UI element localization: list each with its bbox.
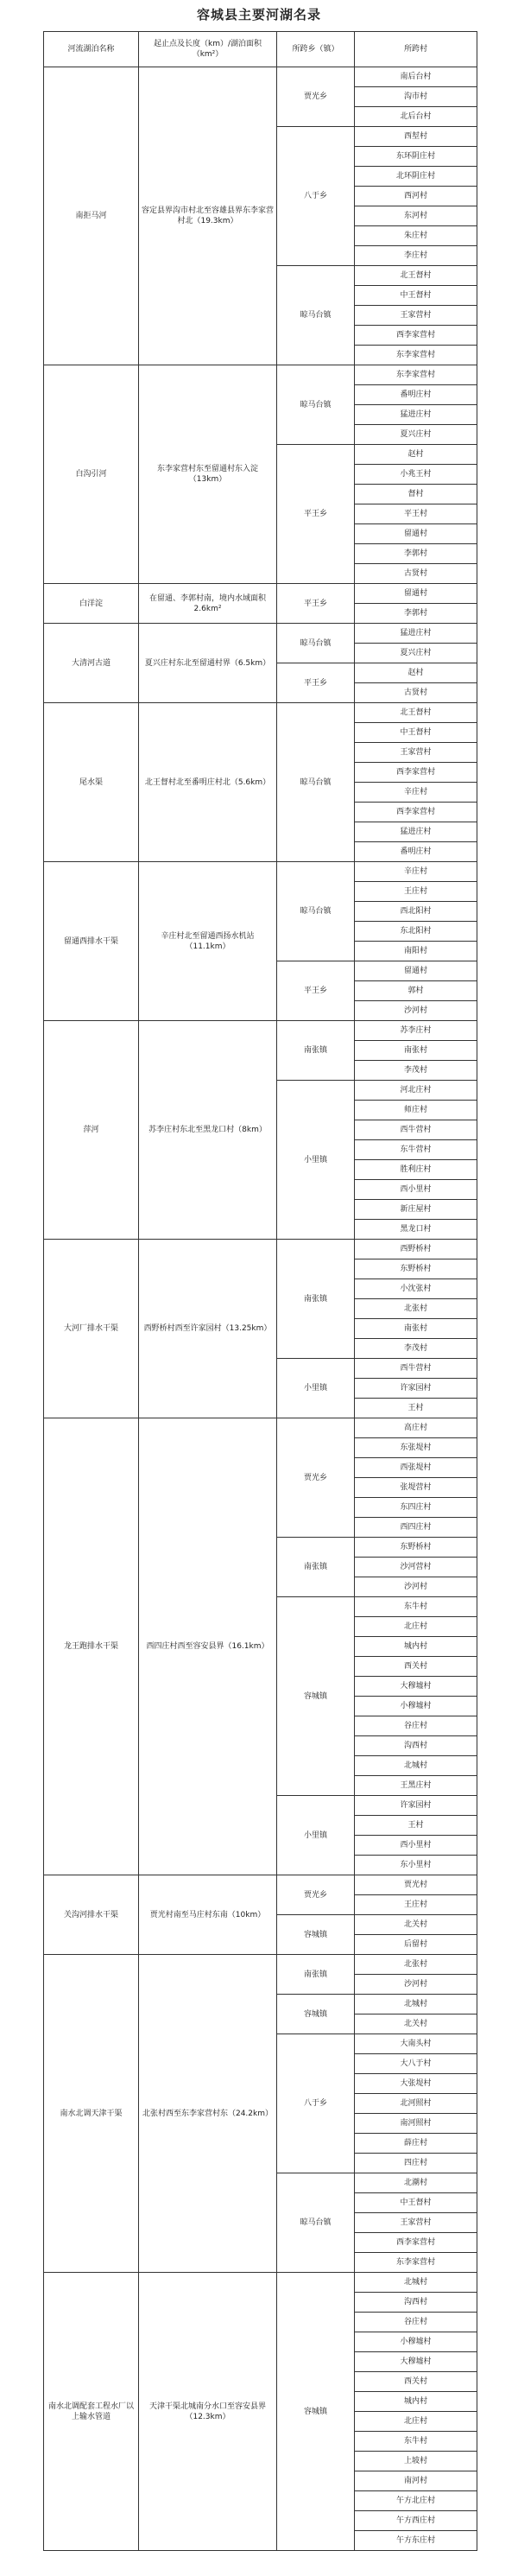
town-name: 容城镇	[277, 1995, 355, 2034]
village-name: 东河村	[355, 206, 477, 226]
village-name: 西李家营村	[355, 803, 477, 822]
village-name: 西河村	[355, 187, 477, 206]
river-extent: 辛庄村北至留通西扬水机站（11.1km）	[139, 862, 277, 1021]
town-name: 小里镇	[277, 1081, 355, 1240]
village-name: 西北阳村	[355, 902, 477, 922]
village-name: 许家园村	[355, 1796, 477, 1816]
village-name: 朱庄村	[355, 226, 477, 246]
village-name: 西堼村	[355, 127, 477, 147]
village-name: 西李家营村	[355, 763, 477, 783]
town-name: 南张镇	[277, 1240, 355, 1359]
river-name: 萍河	[44, 1021, 139, 1240]
table-row	[44, 1418, 477, 1438]
table-row	[44, 584, 477, 604]
village-name: 北城村	[355, 1995, 477, 2014]
town-name: 晾马台镇	[277, 862, 355, 961]
village-name: 沙河营村	[355, 1558, 477, 1577]
village-name: 北河照村	[355, 2094, 477, 2114]
village-name: 猛进庄村	[355, 822, 477, 842]
village-name: 中王督村	[355, 723, 477, 743]
village-name: 王村	[355, 1399, 477, 1418]
village-name: 小沈张村	[355, 1279, 477, 1299]
river-extent: 贾光村南至马庄村东南（10km）	[139, 1875, 277, 1955]
village-name: 午方北庄村	[355, 2491, 477, 2511]
village-name: 黑龙口村	[355, 1220, 477, 1240]
village-name: 南阳村	[355, 942, 477, 961]
village-name: 后留村	[355, 1935, 477, 1955]
village-name: 赵村	[355, 445, 477, 465]
river-extent: 北王督村北至番明庄村北（5.6km）	[139, 703, 277, 862]
village-name: 留通村	[355, 584, 477, 604]
river-name: 留通西排水干渠	[44, 862, 139, 1021]
village-name: 李郭村	[355, 604, 477, 624]
village-name: 王庄村	[355, 1895, 477, 1915]
town-name: 平王乡	[277, 445, 355, 584]
river-name: 大清河古道	[44, 624, 139, 703]
village-name: 胜利庄村	[355, 1160, 477, 1180]
village-name: 城内村	[355, 2392, 477, 2412]
table-row	[44, 1875, 477, 1895]
village-name: 夏兴庄村	[355, 644, 477, 663]
river-extent: 苏李庄村东北至黑龙口村（8km）	[139, 1021, 277, 1240]
river-extent: 东李家营村东至留通村东入淀（13km）	[139, 365, 277, 584]
village-name: 师庄村	[355, 1101, 477, 1120]
village-name: 沙河村	[355, 1001, 477, 1021]
river-name: 南水北调天津干渠	[44, 1955, 139, 2273]
village-name: 王庄村	[355, 882, 477, 902]
river-name: 龙王跑排水干渠	[44, 1418, 139, 1875]
village-name: 沟西村	[355, 1736, 477, 1756]
town-name: 八于乡	[277, 2034, 355, 2173]
village-name: 北后台村	[355, 107, 477, 127]
header-towns: 所跨乡（镇）	[277, 32, 355, 67]
village-name: 南河村	[355, 2471, 477, 2491]
village-name: 沙河村	[355, 1577, 477, 1597]
river-name: 白沟引河	[44, 365, 139, 584]
village-name: 许家园村	[355, 1379, 477, 1399]
village-name: 东张堤村	[355, 1438, 477, 1458]
header-villages: 所跨村	[355, 32, 477, 67]
village-name: 大穆墟村	[355, 2352, 477, 2372]
village-name: 督村	[355, 485, 477, 504]
town-name: 小里镇	[277, 1359, 355, 1418]
town-name: 晾马台镇	[277, 365, 355, 445]
river-name: 南拒马河	[44, 67, 139, 365]
village-name: 李郭村	[355, 544, 477, 564]
town-name: 晾马台镇	[277, 2173, 355, 2273]
village-name: 东牛村	[355, 1597, 477, 1617]
village-name: 谷庄村	[355, 2313, 477, 2332]
village-name: 午方东庄村	[355, 2531, 477, 2551]
village-name: 苏李庄村	[355, 1021, 477, 1041]
village-name: 李庄村	[355, 246, 477, 266]
village-name: 王黑庄村	[355, 1776, 477, 1796]
header-river-name: 河流湖泊名称	[44, 32, 139, 67]
table-row	[44, 624, 477, 644]
village-name: 北张村	[355, 1299, 477, 1319]
village-name: 沙河村	[355, 1975, 477, 1995]
village-name: 西小里村	[355, 1180, 477, 1200]
village-name: 南河照村	[355, 2114, 477, 2134]
village-name: 猛进庄村	[355, 405, 477, 425]
village-name: 四庄村	[355, 2154, 477, 2173]
village-name: 东牛村	[355, 2432, 477, 2452]
village-name: 谷庄村	[355, 1716, 477, 1736]
header-row	[44, 32, 477, 67]
village-name: 王家营村	[355, 2213, 477, 2233]
village-name: 王家营村	[355, 743, 477, 763]
village-name: 东四庄村	[355, 1498, 477, 1518]
village-name: 西李家营村	[355, 326, 477, 346]
town-name: 平王乡	[277, 584, 355, 624]
village-name: 城内村	[355, 1637, 477, 1657]
village-name: 小穆墟村	[355, 2332, 477, 2352]
village-name: 辛庄村	[355, 862, 477, 882]
village-name: 大张堤村	[355, 2074, 477, 2094]
village-name: 东李家营村	[355, 2253, 477, 2273]
village-name: 东李家营村	[355, 346, 477, 365]
table-row	[44, 703, 477, 723]
town-name: 南张镇	[277, 1021, 355, 1081]
village-name: 古贤村	[355, 564, 477, 584]
river-name: 白洋淀	[44, 584, 139, 624]
village-name: 高庄村	[355, 1418, 477, 1438]
village-name: 大八于村	[355, 2054, 477, 2074]
village-name: 西张堤村	[355, 1458, 477, 1478]
village-name: 西野桥村	[355, 1240, 477, 1259]
river-name: 关沟河排水干渠	[44, 1875, 139, 1955]
table-row	[44, 365, 477, 385]
table-body	[44, 67, 477, 2551]
village-name: 小兆王村	[355, 465, 477, 485]
village-name: 西牛营村	[355, 1359, 477, 1379]
town-name: 小里镇	[277, 1796, 355, 1875]
table-row	[44, 862, 477, 882]
village-name: 北庄村	[355, 1617, 477, 1637]
village-name: 南张村	[355, 1041, 477, 1061]
village-name: 贾光村	[355, 1875, 477, 1895]
village-name: 南张村	[355, 1319, 477, 1339]
village-name: 王村	[355, 1816, 477, 1836]
village-name: 南后台村	[355, 67, 477, 87]
village-name: 北城村	[355, 2273, 477, 2293]
village-name: 北王督村	[355, 266, 477, 286]
river-extent: 夏兴庄村东北至留通村界（6.5km）	[139, 624, 277, 703]
river-lake-table	[43, 31, 477, 2551]
village-name: 午方西庄村	[355, 2511, 477, 2531]
town-name: 贾光乡	[277, 1418, 355, 1538]
village-name: 小穆墟村	[355, 1697, 477, 1716]
village-name: 东小里村	[355, 1856, 477, 1875]
town-name: 贾光乡	[277, 1875, 355, 1915]
village-name: 大南头村	[355, 2034, 477, 2054]
town-name: 晾马台镇	[277, 624, 355, 663]
village-name: 北城村	[355, 1756, 477, 1776]
village-name: 留通村	[355, 961, 477, 981]
village-name: 北关村	[355, 2014, 477, 2034]
village-name: 东环阴庄村	[355, 147, 477, 167]
river-name: 尾水渠	[44, 703, 139, 862]
village-name: 王家营村	[355, 306, 477, 326]
village-name: 河北庄村	[355, 1081, 477, 1101]
table-row	[44, 67, 477, 87]
village-name: 中王督村	[355, 2193, 477, 2213]
village-name: 西牛营村	[355, 1120, 477, 1140]
village-name: 李茂村	[355, 1339, 477, 1359]
village-name: 东李家营村	[355, 365, 477, 385]
village-name: 猛进庄村	[355, 624, 477, 644]
village-name: 西四庄村	[355, 1518, 477, 1538]
village-name: 薛庄村	[355, 2134, 477, 2154]
town-name: 容城镇	[277, 1597, 355, 1796]
town-name: 八于乡	[277, 127, 355, 266]
river-extent: 北张村西至东李家营村东（24.2km）	[139, 1955, 277, 2273]
village-name: 大穆墟村	[355, 1677, 477, 1697]
village-name: 西关村	[355, 2372, 477, 2392]
table-row	[44, 1021, 477, 1041]
town-name: 南张镇	[277, 1538, 355, 1597]
village-name: 北张村	[355, 1955, 477, 1975]
village-name: 中王督村	[355, 286, 477, 306]
village-name: 番明庄村	[355, 385, 477, 405]
village-name: 夏兴庄村	[355, 425, 477, 445]
village-name: 留通村	[355, 524, 477, 544]
town-name: 平王乡	[277, 961, 355, 1021]
table-row	[44, 2273, 477, 2293]
town-name: 晾马台镇	[277, 266, 355, 365]
village-name: 北庄村	[355, 2412, 477, 2432]
river-extent: 西野桥村西至许家园村（13.25km）	[139, 1240, 277, 1418]
village-name: 张堤营村	[355, 1478, 477, 1498]
river-extent: 西四庄村西至容安县界（16.1km）	[139, 1418, 277, 1875]
village-name: 新庄屋村	[355, 1200, 477, 1220]
village-name: 李茂村	[355, 1061, 477, 1081]
village-name: 西关村	[355, 1657, 477, 1677]
village-name: 西小里村	[355, 1836, 477, 1856]
table-row	[44, 1240, 477, 1259]
town-name: 南张镇	[277, 1955, 355, 1995]
town-name: 容城镇	[277, 1915, 355, 1955]
village-name: 上坡村	[355, 2452, 477, 2471]
village-name: 古贤村	[355, 683, 477, 703]
river-extent: 在留通、李郭村南，境内水域面积2.6km²	[139, 584, 277, 624]
river-name: 南水北调配套工程水厂以上输水管道	[44, 2273, 139, 2551]
town-name: 容城镇	[277, 2273, 355, 2551]
river-name: 大河厂排水干渠	[44, 1240, 139, 1418]
table-row	[44, 1955, 477, 1975]
village-name: 东牛营村	[355, 1140, 477, 1160]
village-name: 北王督村	[355, 703, 477, 723]
village-name: 东北阳村	[355, 922, 477, 942]
village-name: 北关村	[355, 1915, 477, 1935]
village-name: 番明庄村	[355, 842, 477, 862]
header-extent: 起止点及长度（km）/湖泊面积（km²）	[139, 32, 277, 67]
village-name: 辛庄村	[355, 783, 477, 803]
town-name: 晾马台镇	[277, 703, 355, 862]
village-name: 北环阴庄村	[355, 167, 477, 187]
village-name: 沟西村	[355, 2293, 477, 2313]
village-name: 东野桥村	[355, 1538, 477, 1558]
village-name: 沟市村	[355, 87, 477, 107]
village-name: 东野桥村	[355, 1259, 477, 1279]
village-name: 赵村	[355, 663, 477, 683]
page-title: 容城县主要河湖名录	[196, 7, 321, 22]
village-name: 郭村	[355, 981, 477, 1001]
town-name: 平王乡	[277, 663, 355, 703]
river-extent: 容定县界沟市村北至容雄县界东李家营村北（19.3km）	[139, 67, 277, 365]
river-extent: 天津干渠北城南分水口至容安县界（12.3km）	[139, 2273, 277, 2551]
village-name: 平王村	[355, 504, 477, 524]
village-name: 北潮村	[355, 2173, 477, 2193]
town-name: 贾光乡	[277, 67, 355, 127]
village-name: 西李家营村	[355, 2233, 477, 2253]
